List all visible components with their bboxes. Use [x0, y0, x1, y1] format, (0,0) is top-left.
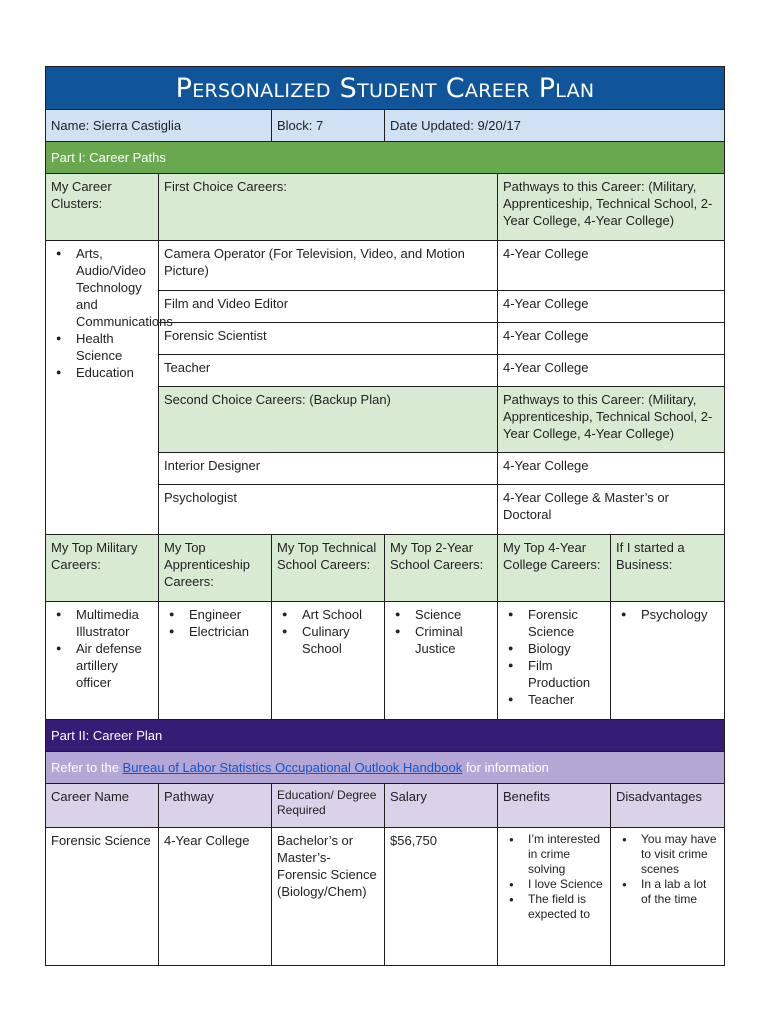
plan-disadvantages: [611, 828, 725, 966]
list-item: ● Health Science: [76, 330, 153, 364]
apprenticeship-list: [159, 602, 272, 720]
military-list: [46, 602, 159, 720]
header-salary: Salary: [385, 784, 498, 828]
list-item: ● Multimedia Illustrator: [76, 606, 153, 640]
career-plan-sheet: [45, 66, 724, 966]
second-choice-pathway: 4-Year College: [498, 453, 725, 485]
date-updated: Date Updated: 9/20/17: [385, 110, 725, 142]
list-item: ● Culinary School: [302, 623, 379, 657]
top-apprenticeship-label: My Top Apprenticeship Careers:: [159, 535, 272, 602]
plan-pathway: 4-Year College: [159, 828, 272, 966]
first-choice-pathway: 4-Year College: [498, 241, 725, 291]
part1-title: Part I: Career Paths: [46, 142, 725, 174]
first-choice-pathway: 4-Year College: [498, 355, 725, 387]
header-disadvantages: Disadvantages: [611, 784, 725, 828]
first-choice-pathway: 4-Year College: [498, 323, 725, 355]
career-clusters-label: My Career Clusters:: [46, 174, 159, 241]
list-item: ● You may have to visit crime scenes: [641, 832, 719, 877]
list-item: ● Art School: [302, 606, 379, 623]
list-item: ● Electrician: [189, 623, 266, 640]
part2-title: Part II: Career Plan: [46, 720, 725, 752]
list-item: ● Teacher: [528, 691, 605, 708]
first-choice-career: Teacher: [159, 355, 498, 387]
list-item: ● Engineer: [189, 606, 266, 623]
refer-suffix: for information: [462, 760, 549, 775]
header-education: Education/ Degree Required: [272, 784, 385, 828]
first-choice-career: Film and Video Editor: [159, 291, 498, 323]
refer-note: [46, 752, 725, 784]
refer-prefix: Refer to the: [51, 760, 123, 775]
page-title: Personalized Student Career Plan: [46, 67, 725, 110]
list-item: ● Science: [415, 606, 492, 623]
list-item: ● Arts, Audio/Video Technology and Communications: [76, 245, 153, 330]
business-label: If I started a Business:: [611, 535, 725, 602]
top-four-year-label: My Top 4-Year College Careers:: [498, 535, 611, 602]
list-item: ● In a lab a lot of the time: [641, 877, 719, 907]
top-two-year-label: My Top 2-Year School Careers:: [385, 535, 498, 602]
career-clusters-list: [46, 241, 173, 535]
list-item: ● Forensic Science: [528, 606, 605, 640]
list-item: ● Education: [76, 364, 153, 381]
header-pathway: Pathway: [159, 784, 272, 828]
block-number: Block: 7: [272, 110, 385, 142]
list-item: ● Psychology: [641, 606, 719, 623]
list-item: ● The field is expected to: [528, 892, 605, 922]
first-choice-label: First Choice Careers:: [159, 174, 498, 241]
top-technical-label: My Top Technical School Careers:: [272, 535, 385, 602]
first-choice-career: Camera Operator (For Television, Video, and Motion Picture): [159, 241, 498, 291]
top-military-label: My Top Military Careers:: [46, 535, 159, 602]
first-choice-career: Forensic Scientist: [159, 323, 498, 355]
bls-handbook-link[interactable]: Bureau of Labor Statistics Occupational Outlook Handbook: [122, 760, 463, 775]
list-item: ● Film Production: [528, 657, 605, 691]
business-list: [611, 602, 725, 720]
plan-benefits: [498, 828, 611, 966]
four-year-list: [498, 602, 611, 720]
plan-education: Bachelor’s or Master’s- Forensic Science (Biology/Chem): [272, 828, 385, 966]
list-item: ● Criminal Justice: [415, 623, 492, 657]
list-item: ● I’m interested in crime solving: [528, 832, 605, 877]
two-year-list: [385, 602, 498, 720]
first-choice-pathway: 4-Year College: [498, 291, 725, 323]
list-item: ● I love Science: [528, 877, 605, 892]
second-choice-career: Interior Designer: [159, 453, 498, 485]
header-career-name: Career Name: [46, 784, 159, 828]
plan-salary: $56,750: [385, 828, 498, 966]
pathways-label: Pathways to this Career: (Military, Apprenticeship, Technical School, 2-Year College, 4-Year College): [498, 174, 725, 241]
technical-list: [272, 602, 385, 720]
student-name: Name: Sierra Castiglia: [46, 110, 272, 142]
second-choice-career: Psychologist: [159, 485, 498, 535]
second-pathways-label: Pathways to this Career: (Military, Apprenticeship, Technical School, 2-Year College, 4-Year College): [498, 387, 725, 453]
career-plan-table: [45, 66, 725, 966]
second-choice-pathway: 4-Year College & Master’s or Doctoral: [498, 485, 725, 535]
list-item: ● Biology: [528, 640, 605, 657]
second-choice-label: Second Choice Careers: (Backup Plan): [159, 387, 498, 453]
plan-career-name: Forensic Science: [46, 828, 159, 966]
header-benefits: Benefits: [498, 784, 611, 828]
list-item: ● Air defense artillery officer: [76, 640, 153, 691]
